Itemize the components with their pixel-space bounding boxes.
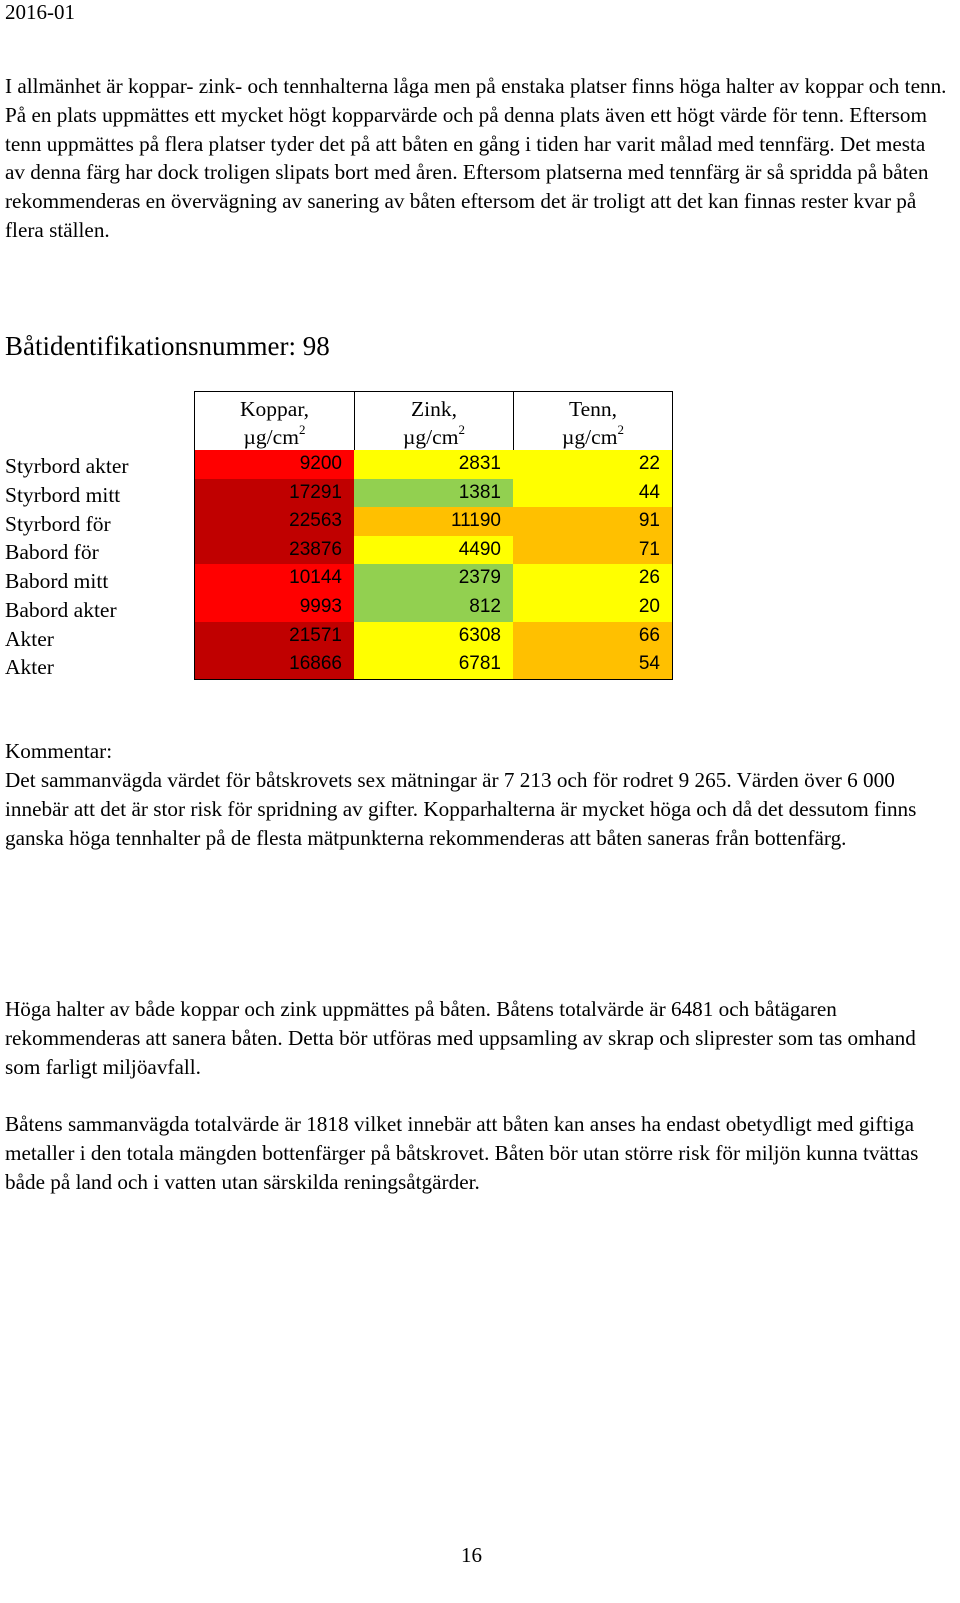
column-unit: $\mu g/cm^2$ [562,421,624,449]
zink-cell: 11190 [354,507,513,536]
metal-concentration-table [194,391,673,680]
koppar-cell: 17291 [195,479,354,508]
row-label: Akter [5,626,54,651]
table-row [195,650,672,679]
column-unit: $\mu g/cm^2$ [403,421,465,449]
comment-paragraph: Det sammanvägda värdet för båtskrovets sex mätningar är 7 213 och för rodret 9 265. Värden över 6 000 innebär att det är stor risk för spridning av gifter. Kopparhalterna är mycket höga och då det dessutom finns ganska höga tennhalter på de flesta mätpunkterna rekommenderas att båten saneras från bottenfärg. [5,768,917,850]
tenn-cell: 66 [513,622,672,651]
koppar-zink-paragraph: Höga halter av både koppar och zink uppmättes på båten. Båtens totalvärde är 6481 och båtägaren rekommenderas att sanera båten. Detta bör utföras med uppsamling av skrap och sliprester som tas omhand som farligt miljöavfall. [5,997,916,1079]
zink-cell: 812 [354,593,513,622]
koppar-cell: 22563 [195,507,354,536]
table-row [195,536,672,565]
column-unit: $\mu g/cm^2$ [243,421,306,449]
column-name: Koppar, [240,397,309,421]
comment-label: Kommentar: [5,739,113,763]
tenn-cell: 26 [513,564,672,593]
document-date: 2016-01 [5,0,75,24]
column-header-koppar [195,392,354,450]
table-header-row [195,392,672,450]
zink-cell: 4490 [354,536,513,565]
koppar-cell: 16866 [195,650,354,679]
column-header-tenn [513,392,672,450]
zink-cell: 6308 [354,622,513,651]
table-row [195,564,672,593]
koppar-cell: 21571 [195,622,354,651]
totalvarde-paragraph: Båtens sammanvägda totalvärde är 1818 vilket innebär att båten kan anses ha endast obetydligt med giftiga metaller i den totala mängden bottenfärger på båtskrovet. Båten bör utan större risk för miljön kunna tvättas både på land och i vatten utan särskilda reningsåtgärder. [5,1112,919,1194]
column-header-zink [354,392,513,450]
boat-id-heading: Båtidentifikationsnummer: 98 [5,331,330,361]
table-row [195,622,672,651]
row-label: Styrbord akter [5,454,129,478]
table-row [195,450,672,479]
zink-cell: 1381 [354,479,513,508]
intro-paragraph: I allmänhet är koppar- zink- och tennhalterna låga men på enstaka platser finns höga halter av koppar och tenn. På en plats uppmättes ett mycket högt kopparvärde och på denna plats även ett högt värde för tenn. Eftersom tenn uppmättes på flera platser tyder det på att båten en gång i tiden har varit målad med tennfärg. Det mesta av denna färg har dock troligen slipats bort med åren. Eftersom platserna med tennfärg är så spridda på båten rekommenderas en övervägning av sanering av båten eftersom det är troligt att det kan finnas rester kvar på flera ställen. [5,74,947,242]
koppar-cell: 23876 [195,536,354,565]
koppar-cell: 9993 [195,593,354,622]
tenn-cell: 71 [513,536,672,565]
koppar-cell: 9200 [195,450,354,479]
tenn-cell: 54 [513,650,672,679]
column-name: Tenn, [568,397,618,421]
table-row [195,593,672,622]
koppar-cell: 10144 [195,564,354,593]
row-label: Styrbord för [5,511,111,536]
tenn-cell: 91 [513,507,672,536]
table-row [195,507,672,536]
page-number: 16 [461,1543,482,1567]
table-row [195,479,672,508]
row-label: Styrbord mitt [5,482,121,507]
tenn-cell: 20 [513,593,672,622]
row-label: Babord mitt [5,569,109,593]
row-label: Babord akter [5,597,117,622]
column-name: Zink, [411,397,457,421]
zink-cell: 2831 [354,450,513,479]
row-label: Babord för [5,540,99,565]
row-labels [5,452,129,682]
tenn-cell: 44 [513,479,672,508]
tenn-cell: 22 [513,450,672,479]
zink-cell: 6781 [354,650,513,679]
row-label: Akter [5,655,54,680]
zink-cell: 2379 [354,564,513,593]
